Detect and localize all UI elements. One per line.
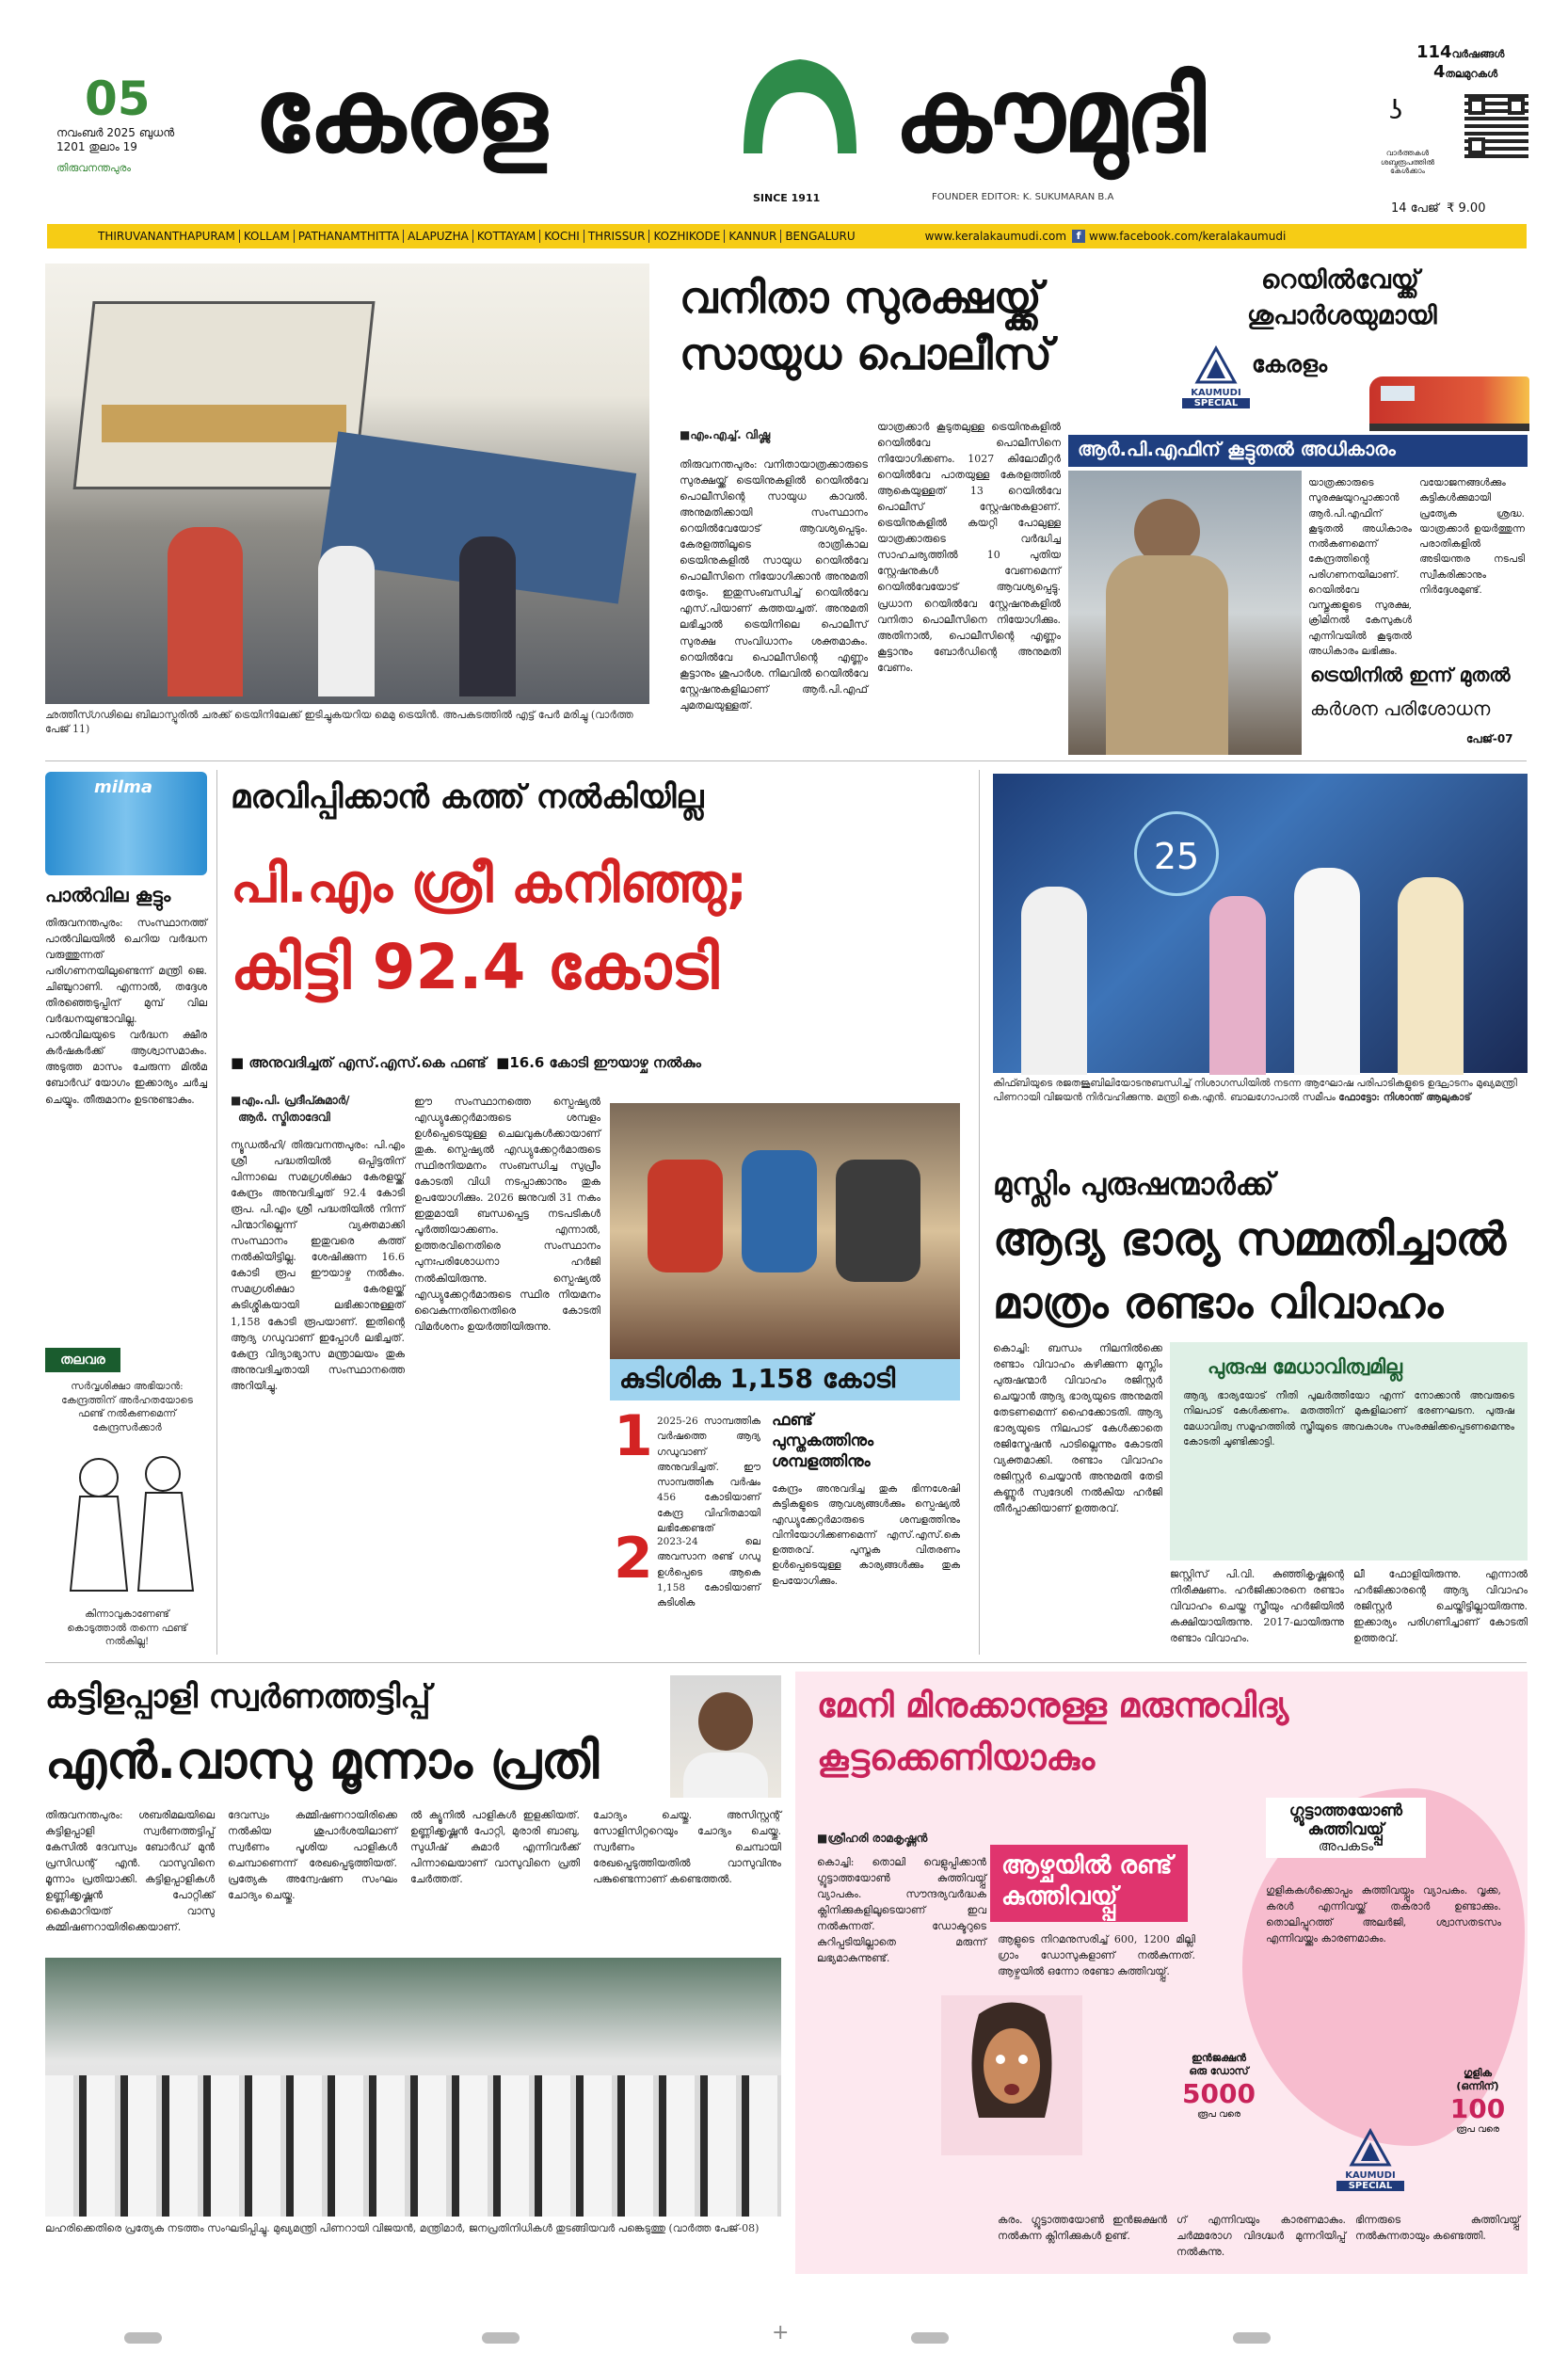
beauty-byline: ■ശ്രീഹരി രാമകൃഷ്ണൻ bbox=[817, 1832, 928, 1845]
kiifb-caption-text: കിഫ്ബിയുടെ രജതജൂബിലിയോടനുബന്ധിച്ച് നിശാഗന്ധിയിൽ നടന്ന ആഘോഷ പരിപാടികളുടെ ഉദ്ഘാടനം മുഖ്യമന്ത്രി പിണറായി വിജയൻ നിർവഹിക്കുന്നു. മന്ത്രി കെ.എൻ. ബാലഗോപാൽ സമീപം bbox=[993, 1078, 1517, 1103]
lead-headline-2: സായുധ പൊലീസ് bbox=[680, 328, 1052, 379]
triangle-logo-icon bbox=[1350, 2129, 1391, 2167]
footer-mark bbox=[1233, 2332, 1271, 2344]
vasu-kicker: കട്ടിളപ്പാളി സ്വർണത്തട്ടിപ്പ് bbox=[45, 1678, 431, 1716]
beauty-kaumudi-badge bbox=[1336, 2129, 1404, 2191]
milma-packet-photo bbox=[45, 772, 207, 875]
years-badge bbox=[1416, 42, 1548, 82]
beauty-inset-title bbox=[990, 1845, 1188, 1922]
gluta-title-box bbox=[1266, 1798, 1426, 1858]
milma-headline: പാൽവില കൂട്ടും bbox=[45, 884, 171, 906]
footer-mark bbox=[911, 2332, 949, 2344]
pill-amount: 100 bbox=[1449, 2093, 1506, 2124]
cartoon-label: തലവര bbox=[45, 1348, 120, 1372]
vasu-col3: ൽ ക്യൂനിൽ പാളികൾ ഇളക്കിയത്. ഉണ്ണിക്കൃഷ്ണൻ പോറ്റി, മുരാരി ബാബു, സുധീഷ് കുമാർ എന്നിവർക്ക് പിന്നാലെയാണ് വാസുവിനെ പ്രതി ചേർത്തത്. bbox=[410, 1809, 580, 1886]
muslim-col1: കൊച്ചി: ബന്ധം നിലനിൽക്കെ രണ്ടാം വിവാഹം കഴിക്കുന്ന മുസ്ലിം പുരുഷന്മാർ വിവാഹം രജിസ്റ്റർ ചെയ്യാൻ ആദ്യ ഭാര്യയുടെ അനുമതി തേടണമെന്ന് ഹൈക്കോടതി. ആദ്യ ഭാര്യയുടെ നിലപാട് കേൾക്കാതെ രജിസ്ട്രേഷൻ പാടില്ലെന്നും കോടതി വ്യക്തമാക്കി. രണ്ടാം വിവാഹം രജിസ്റ്റർ ചെയ്യാൻ അനുമതി തേടി കണ്ണൂർ സ്വദേശി നൽകിയ ഹർജി തീർപ്പാക്കിയാണ് ഉത്തരവ്. bbox=[993, 1342, 1162, 1515]
edition-name: തിരുവനന്തപുരം bbox=[56, 162, 131, 174]
muslim-col3: ലീ ഫോളിയിരുന്നു. എന്നാൽ ഹർജിക്കാരന്റെ ആദ്യ വിവാഹം രജിസ്റ്റർ ചെയ്തിട്ടില്ലായിരുന്നു. ഇക്കാര്യം പരിഗണിച്ചാണ് കോടതി ഉത്തരവ്. bbox=[1353, 1568, 1528, 1645]
masthead-title-left: കേരള bbox=[254, 57, 546, 175]
gluta-title-3: അപകടം bbox=[1318, 1839, 1374, 1854]
gluta-title-2: കുത്തിവയ്പ്പ് bbox=[1307, 1820, 1384, 1839]
beauty-inset-line1: ആഴ്ചയിൽ രണ്ട് bbox=[1001, 1851, 1173, 1880]
walk-photo-caption: ലഹരിക്കെതിരെ പ്രത്യേക നടത്തം സംഘടിപ്പിച്ചു. മുഖ്യമന്ത്രി പിണറായി വിജയൻ, മന്ത്രിമാർ, ജനപ്രതിനിധികൾ തുടങ്ങിയവർ പങ്കെടുത്തു (വാർത്ത പേജ്-08) bbox=[45, 2222, 760, 2234]
city-link[interactable]: KOZHIKODE bbox=[649, 230, 725, 243]
city-link[interactable]: PATHANAMTHITTA bbox=[295, 230, 404, 243]
locomotive-illustration bbox=[1369, 376, 1529, 431]
beauty-inset-line2: കുത്തിവയ്പ്പ് bbox=[1001, 1881, 1118, 1911]
date-block bbox=[56, 72, 198, 175]
rail-headline-2: ശുപാർശയുമായി bbox=[1247, 301, 1437, 330]
pill-label2: (ഒന്നിന്) bbox=[1456, 2080, 1499, 2092]
years-number: 114 bbox=[1416, 42, 1452, 62]
rail-headline-3: കേരളം bbox=[1252, 351, 1328, 377]
walk-crowd-photo bbox=[45, 1958, 781, 2217]
muslim-box bbox=[1170, 1342, 1528, 1561]
price: ₹ 9.00 bbox=[1447, 201, 1486, 216]
rpf-title-bar: ആർ.പി.എഫിന് കൂട്ടുതൽ അധികാരം bbox=[1068, 435, 1528, 467]
facebook-link[interactable]: www.facebook.com/keralakaumudi bbox=[1089, 230, 1287, 243]
train-check-line2: കർശന പരിശോധന bbox=[1310, 697, 1491, 720]
rpf-text-1: യാത്രക്കാരുടെ സുരക്ഷയുറപ്പാക്കാൻ ആർ.പി.എഫിന് കൂടുതൽ അധികാരം നൽകണമെന്ന് കേന്ദ്രത്തിന്റെ പരിഗണനയിലാണ്. റെയിൽവേ വസ്തുക്കളുടെ സുരക്ഷ, ക്രിമിനൽ കേസുകൾ എന്നിവയിൽ കൂടുതൽ അധികാരം ലഭിക്കും. bbox=[1308, 477, 1412, 657]
city-link[interactable]: KOCHI bbox=[540, 230, 584, 243]
price-line bbox=[1391, 201, 1485, 216]
city-link[interactable]: KANNUR bbox=[725, 230, 781, 243]
kudishika-num-2: 2 bbox=[614, 1526, 653, 1592]
pmshri-headline-1: പി.എം ശ്രീ കനിഞ്ഞു; bbox=[231, 854, 748, 915]
years-label: വർഷങ്ങൾ bbox=[1451, 48, 1505, 60]
beauty-bottom-col1: കരം. ഗ്ലൂട്ടാത്തയോൺ ഇൻജക്ഷൻ നൽകുന്ന ക്ലിനിക്കുകൾ ഉണ്ട്. bbox=[998, 2214, 1167, 2243]
divider bbox=[979, 770, 980, 1655]
cartoon-bottom-caption: കിന്നാവുകാണേണ്ട് കൊടുത്താൽ തന്നെ ഫണ്ട് നൽകില്ല! bbox=[67, 1609, 187, 1648]
footer-plus-icon: + bbox=[772, 2321, 790, 2345]
pmshri-subheads bbox=[231, 1054, 701, 1071]
kiifb-event-photo: 25 bbox=[993, 774, 1528, 1073]
fund-title-3: ശമ്പളത്തിനും bbox=[772, 1452, 871, 1471]
pill-label1: ഗുളിക bbox=[1464, 2067, 1492, 2079]
facebook-icon[interactable]: f bbox=[1072, 230, 1085, 243]
lead-headline-1: വനിതാ സുരക്ഷയ്ക്ക് bbox=[680, 272, 1042, 323]
city-link[interactable]: THRISSUR bbox=[584, 230, 650, 243]
lead-col1: തിരുവനന്തപുരം: വനിതായാത്രക്കാരുടെ സുരക്ഷയ്ക്ക് ട്രെയിനുകളിൽ റെയിൽവേ പൊലീസിന്റെ സായുധ കാവൽ. അനുമതിക്കായി സംസ്ഥാനം റെയിൽവേയോട് ആവശ്യപ്പെടും. കേരളത്തിലൂടെ രാത്രികാല ട്രെയിനുകളിൽ സായുധ റെയിൽവേ പൊലീസിനെ നിയോഗിക്കാൻ അനുമതി തേടും. ഇതുസംബന്ധിച്ച് റെയിൽവേ എസ്.പിയാണ് കത്തയച്ചത്. അനുമതി ലഭിച്ചാൽ ട്രെയിനിലെ പൊലീസ് സുരക്ഷ സംവിധാനം ശക്തമാകും. റെയിൽവേ പൊലീസിന്റെ എണ്ണം കൂട്ടാനും ശുപാർശ. നിലവിൽ റെയിൽവേ സ്റ്റേഷനുകളിലാണ് ആർ.പി.എഫ് ചുമതലയുള്ളത്. bbox=[680, 458, 868, 712]
vasu-col4: ചോദ്യം ചെയ്തു. അസിസ്റ്റന്റ് സോളിസിറ്ററെയും ചോദ്യം ചെയ്തു. സ്വർണം ചെമ്പായി രേഖപ്പെടുത്തിയതിൽ വാസുവിനും പങ്കുണ്ടെന്നാണ് കണ്ടെത്തൽ. bbox=[593, 1809, 781, 1886]
lead-col2: യാത്രക്കാർ കൂടുതലുള്ള ട്രെയിനുകളിൽ റെയിൽവേ പൊലീസിനെ നിയോഗിക്കണം. 1027 കിലോമീറ്റർ റെയിൽവേ പാതയുള്ള കേരളത്തിൽ ആകെയുള്ളത് 13 റെയിൽവേ പൊലീസ് സ്റ്റേഷനുകളാണ്. ട്രെയിനുകളിൽ കയറ്റി പോലുള്ള യാത്രക്കാരുടെ വർദ്ധിച്ച സാഹചര്യത്തിൽ 10 പുതിയ സ്റ്റേഷനുകൾ വേണമെന്ന് റെയിൽവേയോട് ആവശ്യപ്പെട്ടു. പ്രധാന റെയിൽവേ സ്റ്റേഷനുകളിൽ വനിതാ പൊലീസിനെ നിയോഗിക്കും. അതിനാൽ, പൊലീസിന്റെ എണ്ണം കൂട്ടാനും ബോർഡിന്റെ അനുമതി വേണം. bbox=[877, 421, 1061, 674]
city-link[interactable]: BENGALURU bbox=[785, 230, 856, 243]
vasu-col2: ദേവസ്വം കമ്മിഷണറായിരിക്കെ നൽകിയ ശുപാർശയിലാണ് സ്വർണം പൂശിയ പാളികൾ ചെമ്പാണെന്ന് രേഖപ്പെടുത്തിയത്. പ്രത്യേക അന്വേഷണ സംഘം ചോദ്യം ചെയ്തു. bbox=[228, 1809, 397, 1902]
date-line1: നവംബർ 2025 ബുധൻ bbox=[56, 126, 175, 139]
beauty-inset-text: ആളുടെ നിറമനുസരിച്ച് 600, 1200 മില്ലി ഗ്രാം ഡോസുകളാണ് നൽകുന്നത്. ആഴ്ചയിൽ ഒന്നോ രണ്ടോ കുത്തിവയ്പ്പ്. bbox=[998, 1933, 1195, 1978]
muslim-box-text: ആദ്യ ഭാര്യയോട് നീതി പുലർത്തിയോ എന്ന് നോക്കാൻ അവരുടെ നിലപാട് കേൾക്കണം. മതത്തിന് മുകളിലാണ് ഭരണഘടന. പുരുഷ മേധാവിത്വ സമൂഹത്തിൽ സ്ത്രീയുടെ അവകാശം സംരക്ഷിക്കപ്പെടണമെന്നും കോടതി ചൂണ്ടിക്കാട്ടി. bbox=[1183, 1390, 1514, 1448]
milma-brand: milma bbox=[94, 777, 152, 797]
gluta-title-1: ഗ്ലൂട്ടാത്തയോൺ bbox=[1288, 1801, 1403, 1820]
city-link[interactable]: KOLLAM bbox=[240, 230, 295, 243]
injection-amount: 5000 bbox=[1182, 2078, 1256, 2109]
city-link[interactable]: KOTTAYAM bbox=[473, 230, 540, 243]
pmshri-sub1: ■ അനുവദിച്ചത് എസ്.എസ്.കെ ഫണ്ട് bbox=[231, 1054, 487, 1071]
kudishika-num-1: 1 bbox=[614, 1403, 653, 1469]
kudishika-item-1: 2025-26 സാമ്പത്തിക വർഷത്തെ ആദ്യ ഗഡുവാണ് അനുവദിച്ചത്. ഈ സാമ്പത്തിക വർഷം 456 കോടിയാണ് കേന്ദ്ര വിഹിതമായി ലഭിക്കേണ്ടത് bbox=[657, 1416, 760, 1534]
injection-price bbox=[1176, 2052, 1261, 2120]
lead-byline: ■എം.എച്ച്. വിഷ്ണു bbox=[680, 428, 771, 441]
kudishika-item-2: 2023-24 ലെ അവസാന രണ്ട് ഗഡു ഉൾപ്പെടെ ആകെ 1,158 കോടിയാണ് കുടിശിക bbox=[657, 1536, 760, 1609]
kudishika-title-bar: കുടിശിക 1,158 കോടി bbox=[610, 1359, 960, 1401]
city-bar bbox=[47, 224, 1527, 248]
pmshri-byline-1: ■എം.പി. പ്രദീപ്കുമാർ/ bbox=[231, 1094, 350, 1107]
pmshri-sub2: ■16.6 കോടി ഈയാഴ്ച നൽകും bbox=[496, 1054, 701, 1071]
rpf-officer-photo bbox=[1068, 471, 1302, 755]
milma-body: തിരുവനന്തപുരം: സംസ്ഥാനത്ത് പാൽവിലയിൽ ചെറിയ വർദ്ധന വരുത്തുന്നത് പരിഗണനയിലുണ്ടെന്ന് മന്ത്രി ജെ. ചിഞ്ചുറാണി. എന്നാൽ, തദ്ദേശ തിരഞ്ഞെടുപ്പിന് മുമ്പ് വില വർദ്ധനയുണ്ടാവില്ല. പാൽവിലയുടെ വർദ്ധന ക്ഷീര കർഷകർക്ക് ആശ്വാസമാകും. അടുത്ത മാസം ചേരുന്ന മിൽമ ബോർഡ് യോഗം ഇക്കാര്യം ചർച്ച ചെയ്യും. തീരുമാനം ഉടനുണ്ടാകും. bbox=[45, 917, 207, 1106]
city-link[interactable]: ALAPUZHA bbox=[404, 230, 473, 243]
cartoon-drawing bbox=[52, 1440, 202, 1600]
qr-label: വാർത്തകൾ ശബ്ദരൂപത്തിൽ കേൾക്കാം bbox=[1380, 149, 1435, 176]
woman-face-icon bbox=[941, 1995, 1082, 2155]
masthead-title-right: കൗമുദി bbox=[894, 57, 1204, 175]
injection-unit: രൂപ വരെ bbox=[1196, 2109, 1241, 2120]
qr-code-icon[interactable] bbox=[1464, 94, 1528, 158]
kaumudi-label: KAUMUDI bbox=[1191, 388, 1241, 398]
divider bbox=[45, 760, 1527, 761]
rail-headline-1: റെയിൽവേയ്ക്ക് bbox=[1261, 265, 1419, 295]
muslim-headline-1: മുസ്ലിം പുരുഷന്മാർക്ക് bbox=[993, 1166, 1274, 1202]
gens-number: 4 bbox=[1433, 62, 1446, 82]
ear-icon: ʖ bbox=[1389, 94, 1403, 125]
special-label: SPECIAL bbox=[1182, 398, 1250, 408]
school-children-photo bbox=[610, 1103, 960, 1359]
cartoon-top-caption: സർവ്വശിക്ഷാ അഭിയാൻ: കേന്ദ്രത്തിന് അർഹതയോടെ ഫണ്ട് നൽകണമെന്ന് കേന്ദ്രസർക്കാർ bbox=[61, 1381, 193, 1434]
pmshri-col2: ഈ സംസ്ഥാനത്തെ സ്പെഷ്യൽ എഡ്യുക്കേറ്റർമാരുടെ ശമ്പളം ഉൾപ്പെടെയുള്ള ചെലവുകൾക്കായാണ് തുക. സ്പെഷ്യൽ എഡ്യുക്കേറ്റർമാരുടെ സ്ഥിരനിയമനം സംബന്ധിച്ച സുപ്രീം കോടതി വിധി നടപ്പാക്കാനും തുക ഉപയോഗിക്കും. 2026 ജനുവരി 31 നകം ഇതുമായി ബന്ധപ്പെട്ട നടപടികൾ പൂർത്തിയാക്കണം. എന്നാൽ, ഉത്തരവിനെതിരെ സംസ്ഥാനം പുനഃപരിശോധനാ ഹർജി നൽകിയിരുന്നു. സ്പെഷ്യൽ എഡ്യുക്കേറ്റർമാരുടെ സ്ഥിര നിയമനം വൈകുന്നതിനെതിരെ കോടതി വിമർശനം ഉയർത്തിയിരുന്നു. bbox=[414, 1096, 600, 1333]
beauty-col1: കൊച്ചി: തൊലി വെളുപ്പിക്കാൻ ഗ്ലൂട്ടാത്തയോൺ കുത്തിവയ്പ്പ് വ്യാപകം. സൗന്ദര്യവർദ്ധക ക്ലിനിക്കുകളിലൂടെയാണ് ഇവ നൽകുന്നത്. ഡോക്ടറുടെ കുറിപ്പടിയില്ലാതെ മരുന്ന് ലഭ്യമാകുന്നുണ്ട്. bbox=[817, 1856, 986, 1965]
beauty-headline-1: മേനി മിനുക്കാനുള്ള മരുന്നുവിദ്യ bbox=[817, 1687, 1289, 1725]
city-link[interactable]: THIRUVANANTHAPURAM bbox=[94, 230, 240, 243]
pill-price bbox=[1435, 2067, 1520, 2135]
kiifb-photo-credit: ഫോട്ടോ: നിശാന്ത് ആലുകാട് bbox=[1338, 1091, 1471, 1103]
pmshri-kicker: മരവിപ്പിക്കാൻ കത്ത് നൽകിയില്ല bbox=[231, 778, 704, 816]
beauty-headline-2: കൂട്ടക്കെണിയാകും bbox=[817, 1737, 1096, 1778]
fund-text: കേന്ദ്രം അനുവദിച്ച തുക ഭിന്നശേഷി കുട്ടികളുടെ ആവശ്യങ്ങൾക്കും സ്പെഷ്യൽ എഡ്യുക്കേറ്റർമാരുടെ ശമ്പളത്തിനും വിനിയോഗിക്കണമെന്ന് എസ്.എസ്.കെ ഉത്തരവ്. പുസ്തക വിതരണം ഉൾപ്പെടെയുള്ള കാര്യങ്ങൾക്കും തുക ഉപയോഗിക്കും. bbox=[772, 1483, 960, 1587]
pmshri-byline-2: ആർ. സ്മിതാദേവി bbox=[238, 1111, 330, 1124]
divider bbox=[216, 770, 217, 1655]
muslim-box-title: പുരുഷ മേധാവിത്വമില്ല bbox=[1208, 1355, 1402, 1378]
muslim-headline-3: മാത്രം രണ്ടാം വിവാഹം bbox=[993, 1277, 1444, 1328]
special-label: SPECIAL bbox=[1336, 2181, 1404, 2191]
pmshri-col1: ന്യൂഡൽഹി/ തിരുവനന്തപുരം: പി.എം ശ്രീ പദ്ധതിയിൽ ഒപ്പിട്ടതിന് പിന്നാലെ സമഗ്രശിക്ഷാ കേരളയ്ക്ക് കേന്ദ്രം അനുവദിച്ചത് 92.4 കോടി രൂപ. പി.എം ശ്രീ പദ്ധതിയിൽ നിന്ന് പിന്മാറില്ലെന്ന് വ്യക്തമാക്കി സംസ്ഥാനം ഇതുവരെ കത്ത് നൽകിയിട്ടില്ല. ശേഷിക്കുന്ന 16.6 കോടി രൂപ ഈയാഴ്ച നൽകും. സമഗ്രശിക്ഷാ കേരളയ്ക്ക് കുടിശ്ശികയായി ലഭിക്കാനുള്ളത് 1,158 കോടി രൂപയാണ്. ഇതിന്റെ ആദ്യ ഗഡുവാണ് ഇപ്പോൾ ലഭിച്ചത്. കേന്ദ്ര വിദ്യാഭ്യാസ മന്ത്രാലയം തുക അനുവദിച്ചതായി സംസ്ഥാനത്തെ അറിയിച്ചു. bbox=[231, 1139, 405, 1392]
fund-title-2: പുസ്തകത്തിനും bbox=[772, 1432, 874, 1450]
lamp-logo-icon bbox=[725, 55, 875, 158]
website-link[interactable]: www.keralakaumudi.com bbox=[924, 230, 1067, 243]
kaumudi-label: KAUMUDI bbox=[1345, 2170, 1396, 2181]
cartoon-figures-icon bbox=[52, 1440, 202, 1600]
beauty-bottom-col3: ഭിന്നരുടെ കുത്തിവയ്പ്പ് നൽകുന്നതായും കണ്ടെത്തി. bbox=[1355, 2214, 1520, 2243]
since-label: SINCE 1911 bbox=[753, 192, 821, 204]
pmshri-headline-2: കിട്ടി 92.4 കോടി bbox=[231, 931, 719, 1003]
woman-illustration bbox=[941, 1995, 1082, 2155]
footer-mark bbox=[124, 2332, 162, 2344]
page-count: 14 പേജ് bbox=[1391, 201, 1439, 216]
vasu-headline: എൻ.വാസു മൂന്നാം പ്രതി bbox=[45, 1731, 600, 1790]
rpf-text-2: വയോജനങ്ങൾക്കും കുട്ടികൾക്കുമായി പ്രത്യേക ശ്രദ്ധ. യാത്രക്കാർ ഉയർത്തുന്ന പരാതികളിൽ അടിയന്തര നടപടി സ്വീകരിക്കാനും നിർദ്ദേശമുണ്ട്. bbox=[1419, 477, 1525, 596]
muslim-col2: ജസ്റ്റിസ് പി.വി. കുഞ്ഞികൃഷ്ണന്റെ നിരീക്ഷണം. ഹർജിക്കാരനെ രണ്ടാം വിവാഹം ചെയ്ത സ്ത്രീയും ഹർജിയിൽ കക്ഷിയായിരുന്നു. 2017-ലായിരുന്നു രണ്ടാം വിവാഹം. bbox=[1170, 1568, 1344, 1645]
divider bbox=[45, 1662, 1527, 1663]
kaumudi-special-badge bbox=[1182, 346, 1250, 420]
beauty-bottom-col2: ഗ് എന്നിവയും കാരണമാകും. ചർമ്മരോഗ വിദഗ്ദ്ധർ മുന്നറിയിപ്പ് നൽകുന്നു. bbox=[1176, 2214, 1346, 2259]
gens-label: തലമുറകൾ bbox=[1445, 68, 1498, 80]
injection-label2: ഒരു ഡോസ് bbox=[1189, 2065, 1249, 2077]
train-photo-caption: ഛത്തീസ്ഗഢിലെ ബിലാസ്പൂരിൽ ചരക്ക് ട്രെയിനിലേക്ക് ഇടിച്ചുകയറിയ മെമു ട്രെയിൻ. അപകടത്തിൽ എട്ട് പേർ മരിച്ചു (വാർത്ത പേജ് 11) bbox=[45, 709, 633, 736]
train-accident-photo bbox=[45, 264, 649, 704]
founder-label: FOUNDER EDITOR: K. SUKUMARAN B.A bbox=[932, 192, 1114, 202]
muslim-headline-2: ആദ്യ ഭാര്യ സമ്മതിച്ചാൽ bbox=[993, 1213, 1507, 1266]
triangle-logo-icon bbox=[1195, 346, 1237, 384]
footer-mark bbox=[482, 2332, 520, 2344]
train-check-line1: ട്രെയിനിൽ ഇന്ന് മുതൽ bbox=[1310, 664, 1511, 686]
pill-unit: രൂപ വരെ bbox=[1455, 2124, 1500, 2135]
train-check-page-ref: പേജ്-07 bbox=[1466, 732, 1513, 745]
date-day: 05 bbox=[85, 72, 151, 126]
city-list bbox=[94, 230, 859, 243]
gluta-text: ഗുളികകൾക്കൊപ്പം കുത്തിവയ്പ്പും വ്യാപകം. വൃക്ക, കരൾ എന്നിവയ്ക്ക് തകരാർ ഉണ്ടാക്കും. തൊലിപ്പുറത്ത് അലർജി, ശ്വാസതടസം എന്നിവയ്ക്കും കാരണമാകും. bbox=[1266, 1884, 1501, 1945]
vasu-col1: തിരുവനന്തപുരം: ശബരിമലയിലെ കട്ടിളപ്പാളി സ്വർണത്തട്ടിപ്പ് കേസിൽ ദേവസ്വം ബോർഡ് മുൻ പ്രസിഡന്റ് എൻ. വാസുവിനെ മൂന്നാം പ്രതിയാക്കി. കട്ടിളപ്പാളികൾ ഉണ്ണിക്കൃഷ്ണൻ പോറ്റിക്ക് കൈമാറിയത് വാസു കമ്മിഷണറായിരിക്കെയാണ്. bbox=[45, 1809, 215, 1934]
fund-title-1: ഫണ്ട് bbox=[772, 1411, 813, 1430]
vasu-portrait bbox=[670, 1675, 781, 1798]
injection-label1: ഇൻജക്ഷൻ bbox=[1192, 2052, 1246, 2064]
date-line2: 1201 തുലാം 19 bbox=[56, 140, 137, 153]
kiifb-caption bbox=[993, 1077, 1528, 1104]
masthead-logo bbox=[725, 55, 875, 158]
